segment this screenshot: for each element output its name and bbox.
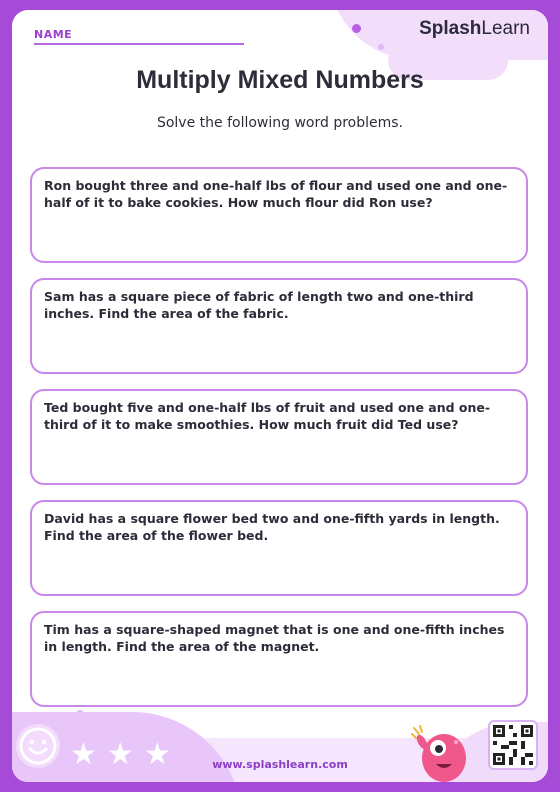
problem-list: [30, 167, 528, 722]
problem-box[interactable]: [30, 500, 528, 596]
star-icon: ★: [106, 737, 134, 772]
name-label: NAME: [34, 28, 73, 41]
name-line: [34, 43, 244, 45]
problem-box[interactable]: [30, 389, 528, 485]
website-link[interactable]: www.splashlearn.com: [212, 758, 348, 771]
worksheet: [12, 10, 548, 782]
brand-primary: Splash: [419, 18, 482, 39]
monster-mascot-icon: [410, 712, 472, 782]
star-icon: ★: [70, 737, 97, 772]
qr-code-icon: [488, 720, 538, 770]
problem-text: Ron bought three and one-half lbs of flour and used one and one-half of it to bake cookies. How much flour did Ron use?: [44, 178, 508, 210]
problem-text: Tim has a square-shaped magnet that is one and one-fifth inches in length. Find the area of the magnet.: [44, 622, 505, 654]
page-subtitle: Solve the following word problems.: [156, 115, 404, 131]
brand-logo: [419, 18, 530, 40]
problem-box[interactable]: [30, 611, 528, 707]
decor-dot: [378, 44, 384, 50]
problem-text: David has a square flower bed two and one-fifth yards in length. Find the area of the flower bed.: [44, 511, 500, 543]
problem-text: Sam has a square piece of fabric of length two and one-third inches. Find the area of the fabric.: [44, 289, 474, 321]
brand-secondary: Learn: [481, 18, 530, 39]
star-icon: ★: [143, 737, 171, 772]
problem-text: Ted bought five and one-half lbs of fruit and used one and one-third of it to make smoothies. How much fruit did Ted use?: [44, 400, 491, 432]
problem-box[interactable]: [30, 278, 528, 374]
problem-box[interactable]: [30, 167, 528, 263]
page-title: Multiply Mixed Numbers: [136, 66, 424, 94]
decor-dot: [352, 24, 361, 33]
